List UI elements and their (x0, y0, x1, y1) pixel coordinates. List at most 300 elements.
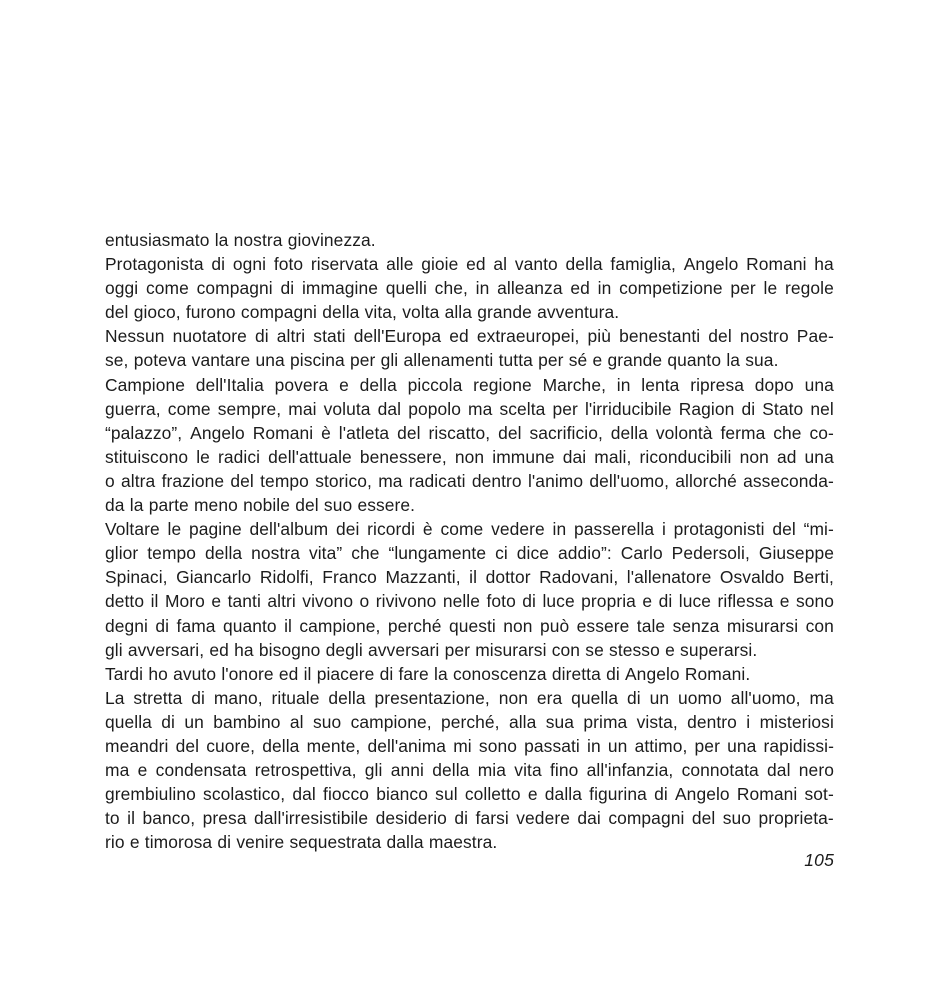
word: propria (581, 591, 636, 612)
word: perché, (440, 711, 500, 732)
word: e (137, 760, 148, 781)
word: Osvaldo (719, 567, 785, 588)
text-line (105, 686, 834, 710)
word: proprieta- (758, 808, 834, 829)
word: e (779, 591, 790, 612)
text-line (105, 782, 834, 806)
word: essere. (357, 495, 416, 516)
word: le (196, 446, 210, 467)
word: giovinezza. (287, 230, 376, 250)
word: non (498, 687, 528, 708)
word: campione, (350, 711, 432, 732)
word: lenta (641, 374, 680, 395)
word: dopo (754, 374, 794, 395)
word: volontà (655, 422, 713, 443)
word: ed (570, 278, 590, 299)
word: del (708, 326, 732, 347)
word: dell'anima (367, 735, 447, 756)
word: alleanza (497, 278, 563, 299)
text-line (105, 397, 834, 421)
word: e (642, 591, 653, 612)
word: Ragion (678, 398, 735, 419)
word: foto (486, 591, 516, 612)
word: benessere, (359, 446, 447, 467)
word: prima (583, 711, 628, 732)
word: allorché (675, 470, 737, 491)
word: Stato (762, 398, 804, 419)
word: mi (453, 735, 472, 756)
word: “palazzo”, (105, 422, 183, 443)
word: dell'attuale (268, 446, 352, 467)
word: piscina (290, 350, 345, 371)
word: piacere (316, 663, 375, 684)
word: dentro (471, 470, 522, 491)
word: Radovani, (539, 567, 619, 588)
word: sono (795, 591, 834, 612)
word: mai (288, 398, 317, 419)
word: nostro (739, 326, 789, 347)
word: sua. (745, 350, 779, 371)
word: ed (466, 254, 486, 275)
word: mente, (306, 735, 361, 756)
word: voluta (323, 398, 371, 419)
word: sequestrata (289, 832, 382, 853)
word: la (726, 350, 741, 371)
word: alla (508, 711, 537, 732)
word: l'atleta (338, 422, 390, 443)
word: del (772, 519, 796, 540)
word: alla (444, 302, 473, 323)
word: mano, (213, 687, 263, 708)
word: grembiulino (105, 784, 196, 805)
word: La (105, 687, 125, 708)
word: Ridolfi, (259, 567, 314, 588)
word: presa (202, 808, 247, 829)
word: misurarsi (475, 639, 547, 660)
word: è (422, 519, 433, 540)
word: riconducibili (639, 446, 732, 467)
word: fino (550, 760, 579, 781)
word: passati (524, 735, 580, 756)
word: riflessa (717, 591, 774, 612)
word: di (626, 687, 641, 708)
word: farsi (475, 808, 509, 829)
word: del (230, 470, 254, 491)
word: Tardi (105, 663, 144, 684)
word: riscatto, (428, 422, 491, 443)
word: Protagonista (105, 254, 204, 275)
word: Moro (164, 591, 205, 612)
word: desiderio (375, 808, 447, 829)
word: avversari, (127, 639, 205, 660)
word: per (349, 350, 376, 371)
word: sacrificio, (529, 422, 603, 443)
word: entusiasmato (105, 230, 210, 250)
word: sono (478, 735, 517, 756)
word: dal (767, 760, 791, 781)
word: compagni (196, 278, 273, 299)
word: essere (576, 615, 630, 636)
word: Nessun (105, 326, 165, 347)
word: altri (267, 591, 296, 612)
word: dalla (544, 784, 582, 805)
word: se, (105, 350, 129, 371)
word: pagine (189, 519, 242, 540)
text-line (105, 300, 834, 324)
word: Pedersoli, (671, 543, 750, 564)
word: di (254, 326, 269, 347)
word: dalla (386, 832, 424, 853)
text-line (105, 662, 834, 686)
word: to (105, 808, 120, 829)
word: degli (325, 639, 363, 660)
word: Romani (746, 254, 807, 275)
word: nostra (251, 543, 300, 564)
word: con (551, 639, 581, 660)
word: un (184, 711, 204, 732)
word: Romani (252, 422, 314, 443)
word: vantare (191, 350, 251, 371)
word: Giuseppe (758, 543, 834, 564)
word: della (262, 735, 300, 756)
word: benestanti (619, 326, 701, 347)
word: Giancarlo (176, 567, 252, 588)
word: condensata (155, 760, 247, 781)
word: un (607, 735, 628, 756)
word: con (805, 615, 834, 636)
word: per (552, 398, 578, 419)
word: del (105, 302, 129, 323)
text-line (105, 252, 834, 276)
word: o (105, 470, 115, 491)
word: mia (477, 760, 507, 781)
word: del (691, 808, 716, 829)
word: ogni (232, 254, 267, 275)
word: del (295, 495, 319, 516)
word: Voltare (105, 519, 160, 540)
word: o (359, 591, 370, 612)
word: nobile (243, 495, 290, 516)
word: della (610, 422, 648, 443)
word: suo (722, 808, 752, 829)
word: le (167, 519, 182, 540)
text-line (105, 758, 834, 782)
word: Spinaci, (105, 567, 168, 588)
word: passerella (574, 519, 655, 540)
word: la (434, 663, 448, 684)
word: l'animo (527, 470, 584, 491)
word: di (211, 254, 226, 275)
word: volta (402, 302, 440, 323)
word: ed (449, 326, 469, 347)
word: per (694, 735, 720, 756)
word: per (444, 639, 470, 660)
word: misteriosi (759, 711, 834, 732)
word: frazione (161, 470, 225, 491)
word: foto (273, 254, 304, 275)
word: vita, (364, 302, 397, 323)
word: campione, (299, 615, 381, 636)
word: dei (335, 519, 360, 540)
text-line (105, 445, 834, 469)
word: che (773, 422, 802, 443)
word: di (454, 808, 469, 829)
word: ferma (720, 422, 766, 443)
word: perché (387, 615, 442, 636)
word: in (616, 374, 631, 395)
word: Mazzanti, (385, 567, 461, 588)
word: e (339, 374, 349, 395)
body-text (105, 228, 834, 854)
text-line (105, 638, 834, 662)
word: come (145, 278, 189, 299)
word: è (321, 422, 331, 443)
word: dell'Europa (353, 326, 442, 347)
word: ha (814, 254, 834, 275)
word: vedere (516, 808, 570, 829)
word: e (665, 639, 675, 660)
word: scelta (499, 398, 546, 419)
word: i (661, 519, 666, 540)
text-line (105, 324, 834, 348)
word: può (539, 615, 570, 636)
word: sé (568, 350, 588, 371)
word: vedere (491, 519, 545, 540)
word: di (741, 398, 756, 419)
page-number: 105 (804, 850, 834, 870)
word: parte (148, 495, 189, 516)
word: il (469, 567, 478, 588)
word: il (150, 591, 159, 612)
word: un (649, 687, 670, 708)
word: asseconda- (743, 470, 834, 491)
word: protagonisti (673, 519, 765, 540)
word: luce (542, 591, 575, 612)
word: glior (105, 543, 139, 564)
word: se (585, 639, 604, 660)
word: sua (545, 711, 575, 732)
word: di (658, 591, 673, 612)
word: ha (234, 639, 254, 660)
word: immune (492, 446, 555, 467)
word: misurarsi (726, 615, 799, 636)
word: del (498, 422, 522, 443)
word: fiocco (323, 784, 369, 805)
word: conoscenza (452, 663, 547, 684)
word: non (739, 446, 769, 467)
word: Angelo (675, 784, 730, 805)
word: che, (434, 278, 468, 299)
text-line (105, 469, 834, 493)
word: stituiscono (105, 446, 189, 467)
word: ricordi (367, 519, 416, 540)
word: ma (809, 687, 834, 708)
text-line (105, 565, 834, 589)
word: riservata (310, 254, 379, 275)
word: povera (274, 374, 329, 395)
word: sempre, (217, 398, 282, 419)
word: dice (516, 543, 550, 564)
word: degni (105, 615, 148, 636)
word: una (727, 735, 757, 756)
word: tutta (498, 350, 533, 371)
word: bisogno (258, 639, 321, 660)
word: luce (678, 591, 712, 612)
word: dall'irresistibile (254, 808, 369, 829)
word: piccola (407, 374, 463, 395)
word: del (175, 735, 200, 756)
word: il (127, 808, 136, 829)
word: nero (798, 760, 834, 781)
word: senza (672, 615, 720, 636)
word: il (303, 663, 312, 684)
word: di (522, 591, 536, 612)
word: immagine (301, 278, 379, 299)
text-line (105, 421, 834, 445)
word: sul (435, 784, 458, 805)
word: guerra, (105, 398, 161, 419)
word: nostra (233, 230, 283, 250)
word: in (587, 735, 601, 756)
word: regole (784, 278, 834, 299)
word: extraeuropei, (476, 326, 580, 347)
word: meno (193, 495, 238, 516)
word: Carlo (620, 543, 663, 564)
word: gioco, (133, 302, 181, 323)
word: Angelo (625, 663, 680, 684)
word: rio (105, 832, 125, 853)
word: e (592, 350, 603, 371)
word: gli (364, 760, 383, 781)
word: “mi- (803, 519, 834, 540)
word: vivono (302, 591, 354, 612)
word: ma (468, 398, 493, 419)
word: figurina (589, 784, 647, 805)
word: addio”: (557, 543, 612, 564)
word: timorosa (144, 832, 213, 853)
word: dentro (687, 711, 737, 732)
word: “lungamente (388, 543, 487, 564)
word: bianco (376, 784, 428, 805)
word: suo (312, 711, 342, 732)
word: retrospettiva, (254, 760, 357, 781)
word: gli (380, 350, 399, 371)
word: vita (514, 760, 542, 781)
word: come (167, 398, 211, 419)
word: non (454, 446, 485, 467)
word: vita” (308, 543, 343, 564)
word: dai (562, 446, 587, 467)
word: stretta (133, 687, 183, 708)
word: avversari (368, 639, 440, 660)
word: allenamenti (403, 350, 494, 371)
word: del (397, 422, 421, 443)
word: quanto (222, 615, 277, 636)
word: oggi (105, 278, 139, 299)
word: di (217, 832, 232, 853)
word: furono (185, 302, 236, 323)
text-line (105, 348, 834, 372)
word: compagni (240, 302, 318, 323)
word: ma (378, 470, 403, 491)
word: una (804, 374, 834, 395)
word: colletto (464, 784, 521, 805)
word: quelli (385, 278, 427, 299)
word: gli (105, 639, 123, 660)
text-line (105, 228, 834, 252)
word: Franco (322, 567, 377, 588)
word: il (284, 615, 292, 636)
word: i (746, 711, 751, 732)
word: storico, (315, 470, 372, 491)
word: della (322, 302, 360, 323)
word: superarsi. (680, 639, 758, 660)
word: questi (448, 615, 496, 636)
word: Angelo (190, 422, 245, 443)
word: della (205, 543, 243, 564)
word: co- (809, 422, 834, 443)
word: dell'Italia (195, 374, 264, 395)
word: famiglia, (610, 254, 676, 275)
word: cuore, (206, 735, 256, 756)
word: sot- (804, 784, 834, 805)
word: di (155, 615, 170, 636)
word: Berti, (792, 567, 834, 588)
word: di (161, 711, 175, 732)
word: fare (398, 663, 429, 684)
word: regione (473, 374, 532, 395)
word: dell'uomo, (589, 470, 669, 491)
word: compagni (608, 808, 685, 829)
word: suo (323, 495, 353, 516)
word: banco, (142, 808, 196, 829)
word: nel (810, 398, 834, 419)
word: dal (377, 398, 402, 419)
word: come (440, 519, 484, 540)
word: e (129, 832, 140, 853)
word: Marche, (542, 374, 606, 395)
word: ed (209, 639, 229, 660)
word: dottor (485, 567, 531, 588)
word: tempo (260, 470, 309, 491)
word: vista, (636, 711, 678, 732)
word: ed (278, 663, 299, 684)
word: vanto (514, 254, 558, 275)
word: dell'album (249, 519, 329, 540)
word: Pae- (796, 326, 834, 347)
word: avuto (173, 663, 217, 684)
text-line (105, 517, 834, 541)
word: della (359, 374, 397, 395)
word: una (804, 446, 834, 467)
word: di (379, 663, 394, 684)
word: della (328, 687, 366, 708)
word: ad (776, 446, 797, 467)
word: l'allenatore (626, 567, 712, 588)
word: meandri (105, 735, 169, 756)
word: Angelo (683, 254, 739, 275)
word: quella (105, 711, 152, 732)
word: di (191, 687, 205, 708)
text-line (105, 734, 834, 758)
word: che (351, 543, 380, 564)
word: tanti (227, 591, 261, 612)
word: stati (313, 326, 346, 347)
word: uomo (678, 687, 722, 708)
word: di (606, 663, 620, 684)
word: e (211, 591, 222, 612)
word: competizione (619, 278, 723, 299)
